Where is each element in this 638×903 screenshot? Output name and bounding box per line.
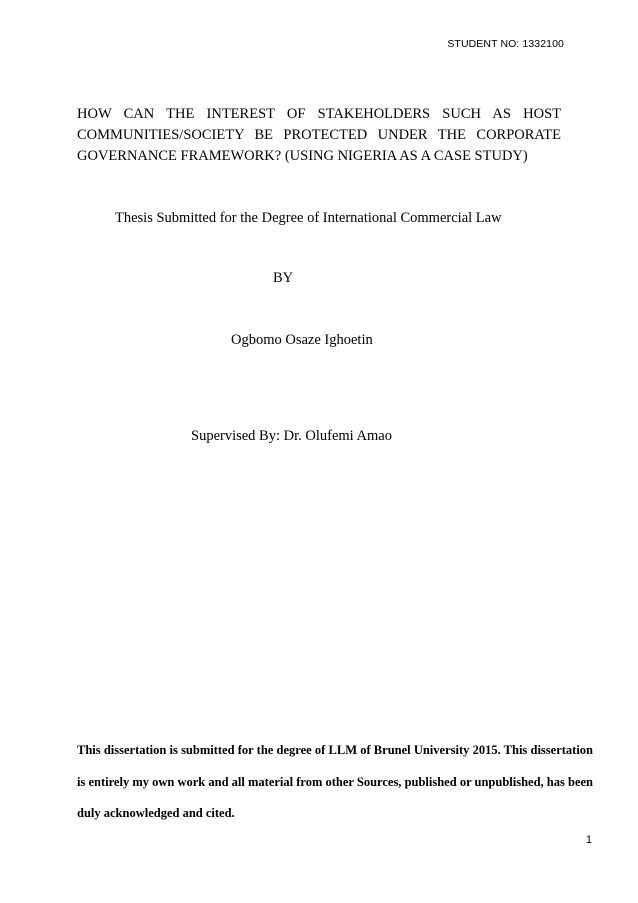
author-name: Ogbomo Osaze Ighoetin	[231, 332, 373, 348]
thesis-title: HOW CAN THE INTEREST OF STAKEHOLDERS SUCH AS HOST COMMUNITIES/SOCIETY BE PROTECTED UNDER THE CORPORATE GOVERNANCE FRAMEWORK? (USING NIGERIA AS A CASE STUDY)	[77, 106, 561, 164]
thesis-statement: Thesis Submitted for the Degree of International Commercial Law	[115, 210, 502, 226]
declaration-paragraph: This dissertation is submitted for the degree of LLM of Brunel University 2015. This dissertation is entirely my own work and all material from other Sources, published or unpublished, has been duly acknowledged and cited.	[77, 743, 593, 820]
student-number: STUDENT NO: 1332100	[447, 38, 564, 50]
supervisor-line: Supervised By: Dr. Olufemi Amao	[191, 428, 392, 444]
page-number: 1	[585, 834, 592, 846]
by-label: BY	[273, 270, 294, 286]
